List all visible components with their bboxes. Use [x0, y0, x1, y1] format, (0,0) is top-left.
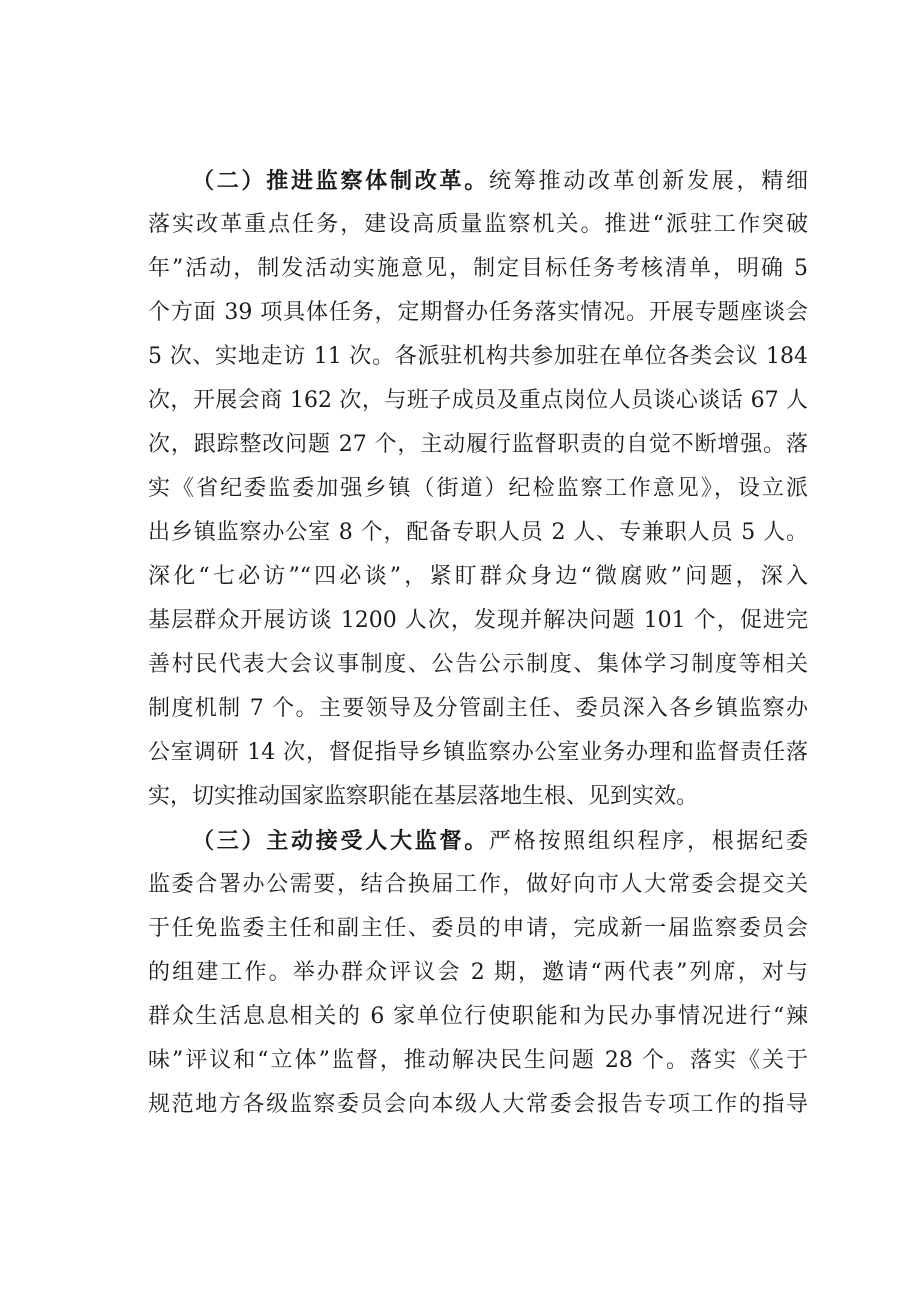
- paragraph-line: 公室调研 14 次，督促指导乡镇监察办公室业务办理和监督责任落: [148, 740, 808, 765]
- paragraph-line: 5 次、实地走访 11 次。各派驻机构共参加驻在单位各类会议 184: [148, 344, 808, 369]
- paragraph-line: 深化“七必访”“四必谈”，紧盯群众身边“微腐败”问题，深入: [148, 564, 808, 589]
- section-heading: （二）推进监察体制改革。: [192, 168, 489, 194]
- paragraph-line: 落实改革重点任务，建设高质量监察机关。推进“派驻工作突破: [148, 212, 808, 237]
- paragraph-line: 次，开展会商 162 次，与班子成员及重点岗位人员谈心谈话 67 人: [148, 388, 808, 413]
- paragraph-line: 实《省纪委监委加强乡镇（街道）纪检监察工作意见》，设立派: [148, 476, 808, 501]
- paragraph-line: 次，跟踪整改问题 27 个，主动履行监督职责的自觉不断增强。落: [148, 432, 808, 457]
- section-heading: （三）主动接受人大监督。: [192, 828, 489, 854]
- paragraph-line: 于任免监委主任和副主任、委员的申请，完成新一届监察委员会: [148, 916, 808, 941]
- paragraph-line: 善村民代表大会议事制度、公告公示制度、集体学习制度等相关: [148, 652, 808, 677]
- paragraph-line: 实，切实推动国家监察职能在基层落地生根、见到实效。: [148, 784, 699, 809]
- paragraph-line: 群众生活息息相关的 6 家单位行使职能和为民办事情况进行“辣: [148, 1004, 808, 1029]
- line-text: 严格按照组织程序，根据纪委: [489, 829, 808, 854]
- paragraph-line: 规范地方各级监察委员会向本级人大常委会报告专项工作的指导: [148, 1092, 808, 1117]
- paragraph-line: 制度机制 7 个。主要领导及分管副主任、委员深入各乡镇监察办: [148, 696, 808, 721]
- paragraph-line: 味”评议和“立体”监督，推动解决民生问题 28 个。落实《关于: [148, 1048, 808, 1073]
- paragraph-line: 基层群众开展访谈 1200 人次，发现并解决问题 101 个，促进完: [148, 608, 808, 633]
- paragraph-line: [192, 159, 808, 203]
- paragraph-line: 监委合署办公需要，结合换届工作，做好向市人大常委会提交关: [148, 872, 808, 897]
- paragraph-line: 的组建工作。举办群众评议会 2 期，邀请“两代表”列席，对与: [148, 960, 808, 985]
- line-text: 统筹推动改革创新发展，精细: [489, 169, 808, 194]
- paragraph-line: 出乡镇监察办公室 8 个，配备专职人员 2 人、专兼职人员 5 人。: [148, 520, 808, 545]
- paragraph-line: [192, 819, 808, 863]
- paragraph-line: 年”活动，制发活动实施意见，制定目标任务考核清单，明确 5: [148, 256, 808, 281]
- paragraph-line: 个方面 39 项具体任务，定期督办任务落实情况。开展专题座谈会: [148, 300, 808, 325]
